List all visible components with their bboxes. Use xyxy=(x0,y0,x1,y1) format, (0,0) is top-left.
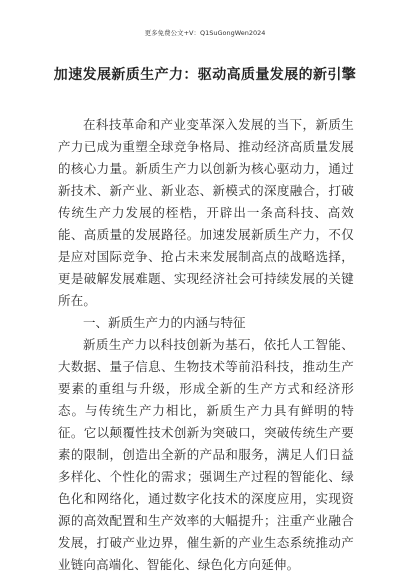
section-paragraph: 新质生产力以科技创新为基石，依托人工智能、大数据、量子信息、生物技术等前沿科技，推动生产要素的重组与升级，形成全新的生产方式和经济形态。与传统生产力相比，新质生产力具有鲜明的特征。它以颠覆性技术创新为突破口，突破传统生产要素的限制，创造出全新的产品和服务，满足人们日益多样化、个性化的需求；强调生产过程的智能化、绿色化和网络化，通过数字化技术的深度应用，实现资源的高效配置和生产效率的大幅提升；注重产业融合发展，打破产业边界，催生新的产业生态系统推动产业链向高端化、智能化、绿色化方向延伸。 xyxy=(58,337,354,572)
section-heading: 一、新质生产力的内涵与特征 xyxy=(83,315,246,330)
intro-paragraph: 在科技革命和产业变革深入发展的当下，新质生产力已成为重塑全球竞争格局、推动经济高质量发展的核心力量。新质生产力以创新为核心驱动力，通过新技术、新产业、新业态、新模式的深度融合，打破传统生产力发展的桎梏，开辟出一条高科技、高效能、高质量的发展路径。加速发展新质生产力，不仅是应对国际竞争、抢占未来发展制高点的战略选择，更是破解发展难题、实现经济社会可持续发展的关键所在。 xyxy=(58,117,354,308)
document-title: 加速发展新质生产力：驱动高质量发展的新引擎 xyxy=(53,67,357,83)
header-note: 更多免费公文+V：Q1SuGongWen2024 xyxy=(144,29,266,37)
document-body xyxy=(58,114,354,576)
